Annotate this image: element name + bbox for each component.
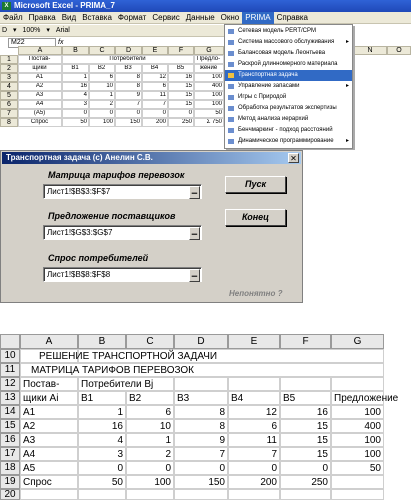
- cell-f19[interactable]: 250: [280, 475, 331, 489]
- cell-g4[interactable]: 400: [194, 82, 224, 91]
- new-doc-icon[interactable]: D: [2, 27, 8, 34]
- cell-c4[interactable]: 10: [89, 82, 115, 91]
- cell-a16[interactable]: A3: [20, 433, 78, 447]
- menu-item-icon: [228, 73, 234, 78]
- demand-value: Лист1!$B$8:$F$8: [47, 270, 111, 279]
- solution-title-text: РЕШЕНИЕ ТРАНСПОРТНОЙ ЗАДАЧИ: [39, 351, 218, 362]
- cell-g8[interactable]: Σ 750: [194, 118, 224, 127]
- cell-f2[interactable]: B5: [168, 64, 194, 73]
- menu-item-icon: [228, 128, 234, 133]
- menu-item-label: Бенчмаркинг - подход расстояний: [238, 127, 333, 133]
- cell-e18[interactable]: 0: [228, 461, 280, 475]
- row-header-11[interactable]: 11: [0, 363, 20, 377]
- name-box[interactable]: M22: [8, 38, 56, 48]
- menu-item-icon: [228, 51, 234, 56]
- cell-d14[interactable]: 8: [174, 405, 228, 419]
- cell-c13[interactable]: B2: [126, 391, 174, 405]
- menu-item-pert-cpm[interactable]: [225, 26, 352, 37]
- col-header-o[interactable]: O: [387, 46, 411, 55]
- excel-title-bar: [0, 0, 411, 12]
- row-header[interactable]: 7: [0, 109, 18, 118]
- row-header[interactable]: 5: [0, 91, 18, 100]
- cell-b13[interactable]: B1: [78, 391, 126, 405]
- cell-a6[interactable]: A4: [18, 100, 62, 109]
- cell-c16[interactable]: 1: [126, 433, 174, 447]
- row-header[interactable]: 1: [0, 55, 18, 64]
- menu-item-icon: [228, 106, 234, 111]
- row-header-13[interactable]: 13: [0, 391, 20, 405]
- col-header-c[interactable]: C: [126, 334, 174, 349]
- cell-e6[interactable]: 7: [142, 100, 168, 109]
- col-header-f[interactable]: F: [280, 334, 331, 349]
- menu-file[interactable]: Файл: [3, 13, 23, 22]
- cell-e4[interactable]: 6: [142, 82, 168, 91]
- menu-item-icon: [228, 95, 234, 100]
- cell-d15[interactable]: 8: [174, 419, 228, 433]
- supply-input[interactable]: [43, 225, 202, 240]
- dropdown-icon[interactable]: ▾: [13, 27, 17, 34]
- submenu-arrow-icon: ▸: [345, 39, 349, 45]
- start-button[interactable]: Пуск: [225, 176, 286, 193]
- menu-view[interactable]: Вид: [61, 13, 77, 22]
- cell-g16[interactable]: 100: [331, 433, 384, 447]
- menu-item-label: Система массового обслуживания: [238, 39, 335, 45]
- formula-icon: fx: [58, 39, 64, 46]
- cell-f18[interactable]: 0: [280, 461, 331, 475]
- cell-a17[interactable]: A4: [20, 447, 78, 461]
- cell-a13[interactable]: щики Ai: [20, 391, 78, 405]
- cell-e8[interactable]: 200: [142, 118, 168, 127]
- cell-f3[interactable]: 16: [168, 73, 194, 82]
- menu-item-label: Управление запасами: [238, 83, 300, 89]
- results-spreadsheet: [0, 334, 399, 500]
- menu-item-transport[interactable]: [225, 70, 352, 81]
- cell-f4[interactable]: 15: [168, 82, 194, 91]
- cell-c8[interactable]: 100: [89, 118, 115, 127]
- menu-data[interactable]: Данные: [185, 13, 215, 22]
- menu-item-dynamic-programming[interactable]: [225, 136, 352, 147]
- cell-d6[interactable]: 7: [115, 100, 142, 109]
- supply-label: Предложение поставщиков: [48, 211, 176, 221]
- cell-f15[interactable]: 15: [280, 419, 331, 433]
- cell-e3[interactable]: 12: [142, 73, 168, 82]
- supply-value: Лист1!$G$3:$G$7: [47, 228, 113, 237]
- cell-d4[interactable]: 8: [115, 82, 142, 91]
- col-header-c[interactable]: C: [89, 46, 115, 55]
- cell-g12[interactable]: [331, 377, 384, 391]
- cell-e5[interactable]: 11: [142, 91, 168, 100]
- row-header[interactable]: 3: [0, 73, 18, 82]
- cell-f6[interactable]: 15: [168, 100, 194, 109]
- select-all-corner[interactable]: [0, 334, 20, 349]
- cell-g14[interactable]: 100: [331, 405, 384, 419]
- cell-e20[interactable]: [228, 489, 280, 500]
- cell-d2[interactable]: B3: [115, 64, 142, 73]
- row-header-17[interactable]: 17: [0, 447, 20, 461]
- row-header-19[interactable]: 19: [0, 475, 20, 489]
- menu-item-icon: [228, 40, 234, 45]
- cell-d16[interactable]: 9: [174, 433, 228, 447]
- demand-input[interactable]: [43, 267, 202, 282]
- cell-g13[interactable]: Предложение: [331, 391, 384, 405]
- col-header-a[interactable]: A: [18, 46, 62, 55]
- cell-f14[interactable]: 16: [280, 405, 331, 419]
- menu-item-nature-games[interactable]: [225, 92, 352, 103]
- menu-item-label: Метод анализа иерархий: [238, 116, 309, 122]
- zoom-dropdown-icon[interactable]: ▾: [46, 27, 50, 34]
- help-link[interactable]: Непонятно ?: [229, 289, 283, 298]
- col-header-e[interactable]: E: [142, 46, 168, 55]
- close-icon[interactable]: ✕: [288, 153, 299, 163]
- cell-e16[interactable]: 11: [228, 433, 280, 447]
- cell-d7[interactable]: 0: [115, 109, 142, 118]
- row-header-16[interactable]: 16: [0, 433, 20, 447]
- cell-a4[interactable]: A2: [18, 82, 62, 91]
- row-header[interactable]: 6: [0, 100, 18, 109]
- cell-f12[interactable]: [280, 377, 331, 391]
- solution-title[interactable]: [39, 349, 384, 363]
- excel-title: Microsoft Excel - PRIMA_7: [14, 1, 115, 10]
- cell-f5[interactable]: 15: [168, 91, 194, 100]
- transport-dialog: [0, 150, 303, 303]
- cell-a2[interactable]: щики: [18, 64, 62, 73]
- cell-d17[interactable]: 7: [174, 447, 228, 461]
- row-header[interactable]: 8: [0, 118, 18, 127]
- demand-label: Спрос потребителей: [48, 253, 149, 263]
- cell-g18[interactable]: 50: [331, 461, 384, 475]
- range-select-icon[interactable]: ▁: [189, 186, 200, 199]
- col-header-g[interactable]: G: [331, 334, 384, 349]
- prima-dropdown-menu: [224, 24, 353, 149]
- row-header-10[interactable]: 10: [0, 349, 20, 363]
- cell-d3[interactable]: 8: [115, 73, 142, 82]
- menu-edit[interactable]: Правка: [28, 13, 56, 22]
- cell-a3[interactable]: A1: [18, 73, 62, 82]
- menu-tools[interactable]: Сервис: [152, 13, 180, 22]
- menu-item-inventory[interactable]: [225, 81, 352, 92]
- cell-g20[interactable]: [331, 489, 384, 500]
- cell-g17[interactable]: 100: [331, 447, 384, 461]
- cell-c18[interactable]: 0: [126, 461, 174, 475]
- menu-item-icon: [228, 84, 234, 89]
- cell-b7[interactable]: 0: [62, 109, 89, 118]
- row-header-14[interactable]: 14: [0, 405, 20, 419]
- cell-e15[interactable]: 6: [228, 419, 280, 433]
- cell-a18[interactable]: A5: [20, 461, 78, 475]
- submenu-arrow-icon: ▸: [345, 83, 349, 89]
- cell-c20[interactable]: [126, 489, 174, 500]
- menu-help[interactable]: Справка: [276, 13, 308, 22]
- menu-item-label: Сетевая модель PERT/CPM: [238, 28, 317, 34]
- cell-f20[interactable]: [280, 489, 331, 500]
- cell-g5[interactable]: 100: [194, 91, 224, 100]
- cell-g15[interactable]: 400: [331, 419, 384, 433]
- tariff-matrix-title[interactable]: МАТРИЦА ТАРИФОВ ПЕРЕВОЗОК: [20, 363, 384, 377]
- row-header[interactable]: 4: [0, 82, 18, 91]
- menu-item-icon: [228, 117, 234, 122]
- cell-d5[interactable]: 9: [115, 91, 142, 100]
- cell-b20[interactable]: [78, 489, 126, 500]
- menu-window[interactable]: Окно: [220, 13, 240, 22]
- cell-f8[interactable]: 250: [168, 118, 194, 127]
- cell-a19[interactable]: Спрос: [20, 475, 78, 489]
- row-header[interactable]: 2: [0, 64, 18, 73]
- cell-c7[interactable]: 0: [89, 109, 115, 118]
- col-header-a[interactable]: A: [20, 334, 78, 349]
- col-header-f[interactable]: F: [168, 46, 194, 55]
- menu-item-queueing[interactable]: [225, 37, 352, 48]
- dialog-title-bar: [2, 152, 301, 164]
- menu-item-label: Динамическое программирование: [238, 138, 334, 144]
- col-header-d[interactable]: D: [115, 46, 142, 55]
- cell-f7[interactable]: 0: [168, 109, 194, 118]
- cell-d8[interactable]: 150: [115, 118, 142, 127]
- tariff-matrix-value: Лист1!$B$3:$F$7: [47, 187, 111, 196]
- cell-b2[interactable]: B1: [62, 64, 89, 73]
- cell-e14[interactable]: 12: [228, 405, 280, 419]
- zoom-box[interactable]: 100%: [22, 27, 41, 34]
- cell-f17[interactable]: 15: [280, 447, 331, 461]
- cell-b6[interactable]: 3: [62, 100, 89, 109]
- cell-e19[interactable]: 200: [228, 475, 280, 489]
- cell-c2[interactable]: B2: [89, 64, 115, 73]
- cell-g2[interactable]: жение: [194, 64, 224, 73]
- excel-window: [0, 0, 411, 150]
- cell-a5[interactable]: A3: [18, 91, 62, 100]
- cell-b4[interactable]: 16: [62, 82, 89, 91]
- cell-b16[interactable]: 4: [78, 433, 126, 447]
- dialog-title: Транспортная задача (с) Анелин С.В.: [6, 153, 153, 162]
- excel-icon: X: [2, 2, 11, 10]
- cell-c19[interactable]: 100: [126, 475, 174, 489]
- cell-b3[interactable]: 1: [62, 73, 89, 82]
- cell-c14[interactable]: 6: [126, 405, 174, 419]
- cell-e7[interactable]: 0: [142, 109, 168, 118]
- range-select-icon[interactable]: ▁: [189, 227, 200, 240]
- cell-e17[interactable]: 7: [228, 447, 280, 461]
- cell-c3[interactable]: 6: [89, 73, 115, 82]
- cell-consumers-header[interactable]: Потребители: [62, 55, 194, 64]
- cell-d19[interactable]: 150: [174, 475, 228, 489]
- cell-a1[interactable]: Постав-: [18, 55, 62, 64]
- menu-item-leontief[interactable]: [225, 48, 352, 59]
- menu-item-icon: [228, 29, 234, 34]
- menu-item-benchmarking[interactable]: [225, 125, 352, 136]
- cell-g6[interactable]: 100: [194, 100, 224, 109]
- row-header-12[interactable]: 12: [0, 377, 20, 391]
- col-header-b[interactable]: B: [78, 334, 126, 349]
- cell-g7[interactable]: 50: [194, 109, 224, 118]
- cell-b14[interactable]: 1: [78, 405, 126, 419]
- cell-d12[interactable]: [174, 377, 228, 391]
- col-header-d[interactable]: D: [174, 334, 228, 349]
- cell-e13[interactable]: B4: [228, 391, 280, 405]
- cell-g1[interactable]: Предло-: [194, 55, 224, 64]
- menu-item-label: Балансовая модель Леонтьева: [238, 50, 326, 56]
- cell-a20[interactable]: [20, 489, 78, 500]
- row-header-15[interactable]: 15: [0, 419, 20, 433]
- cell-a15[interactable]: A2: [20, 419, 78, 433]
- menu-item-label: Обработка результатов экспертизы: [238, 105, 337, 111]
- range-select-icon[interactable]: ▁: [189, 269, 200, 282]
- cell-b17[interactable]: 3: [78, 447, 126, 461]
- col-header-g[interactable]: G: [194, 46, 224, 55]
- cell-a12[interactable]: Постав-: [20, 377, 78, 391]
- col-header-e[interactable]: E: [228, 334, 280, 349]
- cell-a8[interactable]: Спрос: [18, 118, 62, 127]
- cell-f13[interactable]: B5: [280, 391, 331, 405]
- menu-format[interactable]: Формат: [117, 13, 147, 22]
- cell-b15[interactable]: 16: [78, 419, 126, 433]
- cell-b19[interactable]: 50: [78, 475, 126, 489]
- cell-e2[interactable]: B4: [142, 64, 168, 73]
- tariff-matrix-label: Матрица тарифов перевозок: [48, 170, 185, 180]
- cell-c5[interactable]: 1: [89, 91, 115, 100]
- cell-g19[interactable]: [331, 475, 384, 489]
- menu-item-icon: [228, 139, 234, 144]
- row-header-20[interactable]: 20: [0, 489, 20, 500]
- cell-d20[interactable]: [174, 489, 228, 500]
- cell-a7[interactable]: (A5): [18, 109, 62, 118]
- menu-item-cutting[interactable]: [225, 59, 352, 70]
- cell-b12[interactable]: Потребители Bj: [78, 377, 174, 391]
- menu-prima[interactable]: PRIMA: [242, 12, 273, 24]
- menu-item-label: Раскрой длинномерного материала: [238, 61, 338, 67]
- tariff-matrix-input[interactable]: [43, 184, 202, 199]
- cell-d13[interactable]: B3: [174, 391, 228, 405]
- submenu-arrow-icon: ▸: [345, 138, 349, 144]
- menu-item-label: Игры с Природой: [238, 94, 287, 100]
- font-box[interactable]: Arial: [55, 27, 70, 34]
- cell-g3[interactable]: 100: [194, 73, 224, 82]
- menu-item-expertise[interactable]: [225, 103, 352, 114]
- cell-f16[interactable]: 15: [280, 433, 331, 447]
- row-header-18[interactable]: 18: [0, 461, 20, 475]
- cell-b5[interactable]: 4: [62, 91, 89, 100]
- menu-item-icon: [228, 62, 234, 67]
- menu-item-label: Транспортная задача: [238, 72, 298, 78]
- end-button[interactable]: Конец: [225, 209, 286, 226]
- cell-a14[interactable]: A1: [20, 405, 78, 419]
- menu-insert[interactable]: Вставка: [82, 13, 112, 22]
- standard-toolbar: [0, 25, 224, 37]
- menu-item-ahp[interactable]: [225, 114, 352, 125]
- cell-b8[interactable]: 50: [62, 118, 89, 127]
- cell-c15[interactable]: 10: [126, 419, 174, 433]
- cell-c6[interactable]: 2: [89, 100, 115, 109]
- col-header-b[interactable]: B: [62, 46, 89, 55]
- menu-bar: [0, 12, 411, 24]
- cell-e12[interactable]: [228, 377, 280, 391]
- col-header-n[interactable]: N: [353, 46, 387, 55]
- cell-c17[interactable]: 2: [126, 447, 174, 461]
- cell-b18[interactable]: 0: [78, 461, 126, 475]
- cell-d18[interactable]: 0: [174, 461, 228, 475]
